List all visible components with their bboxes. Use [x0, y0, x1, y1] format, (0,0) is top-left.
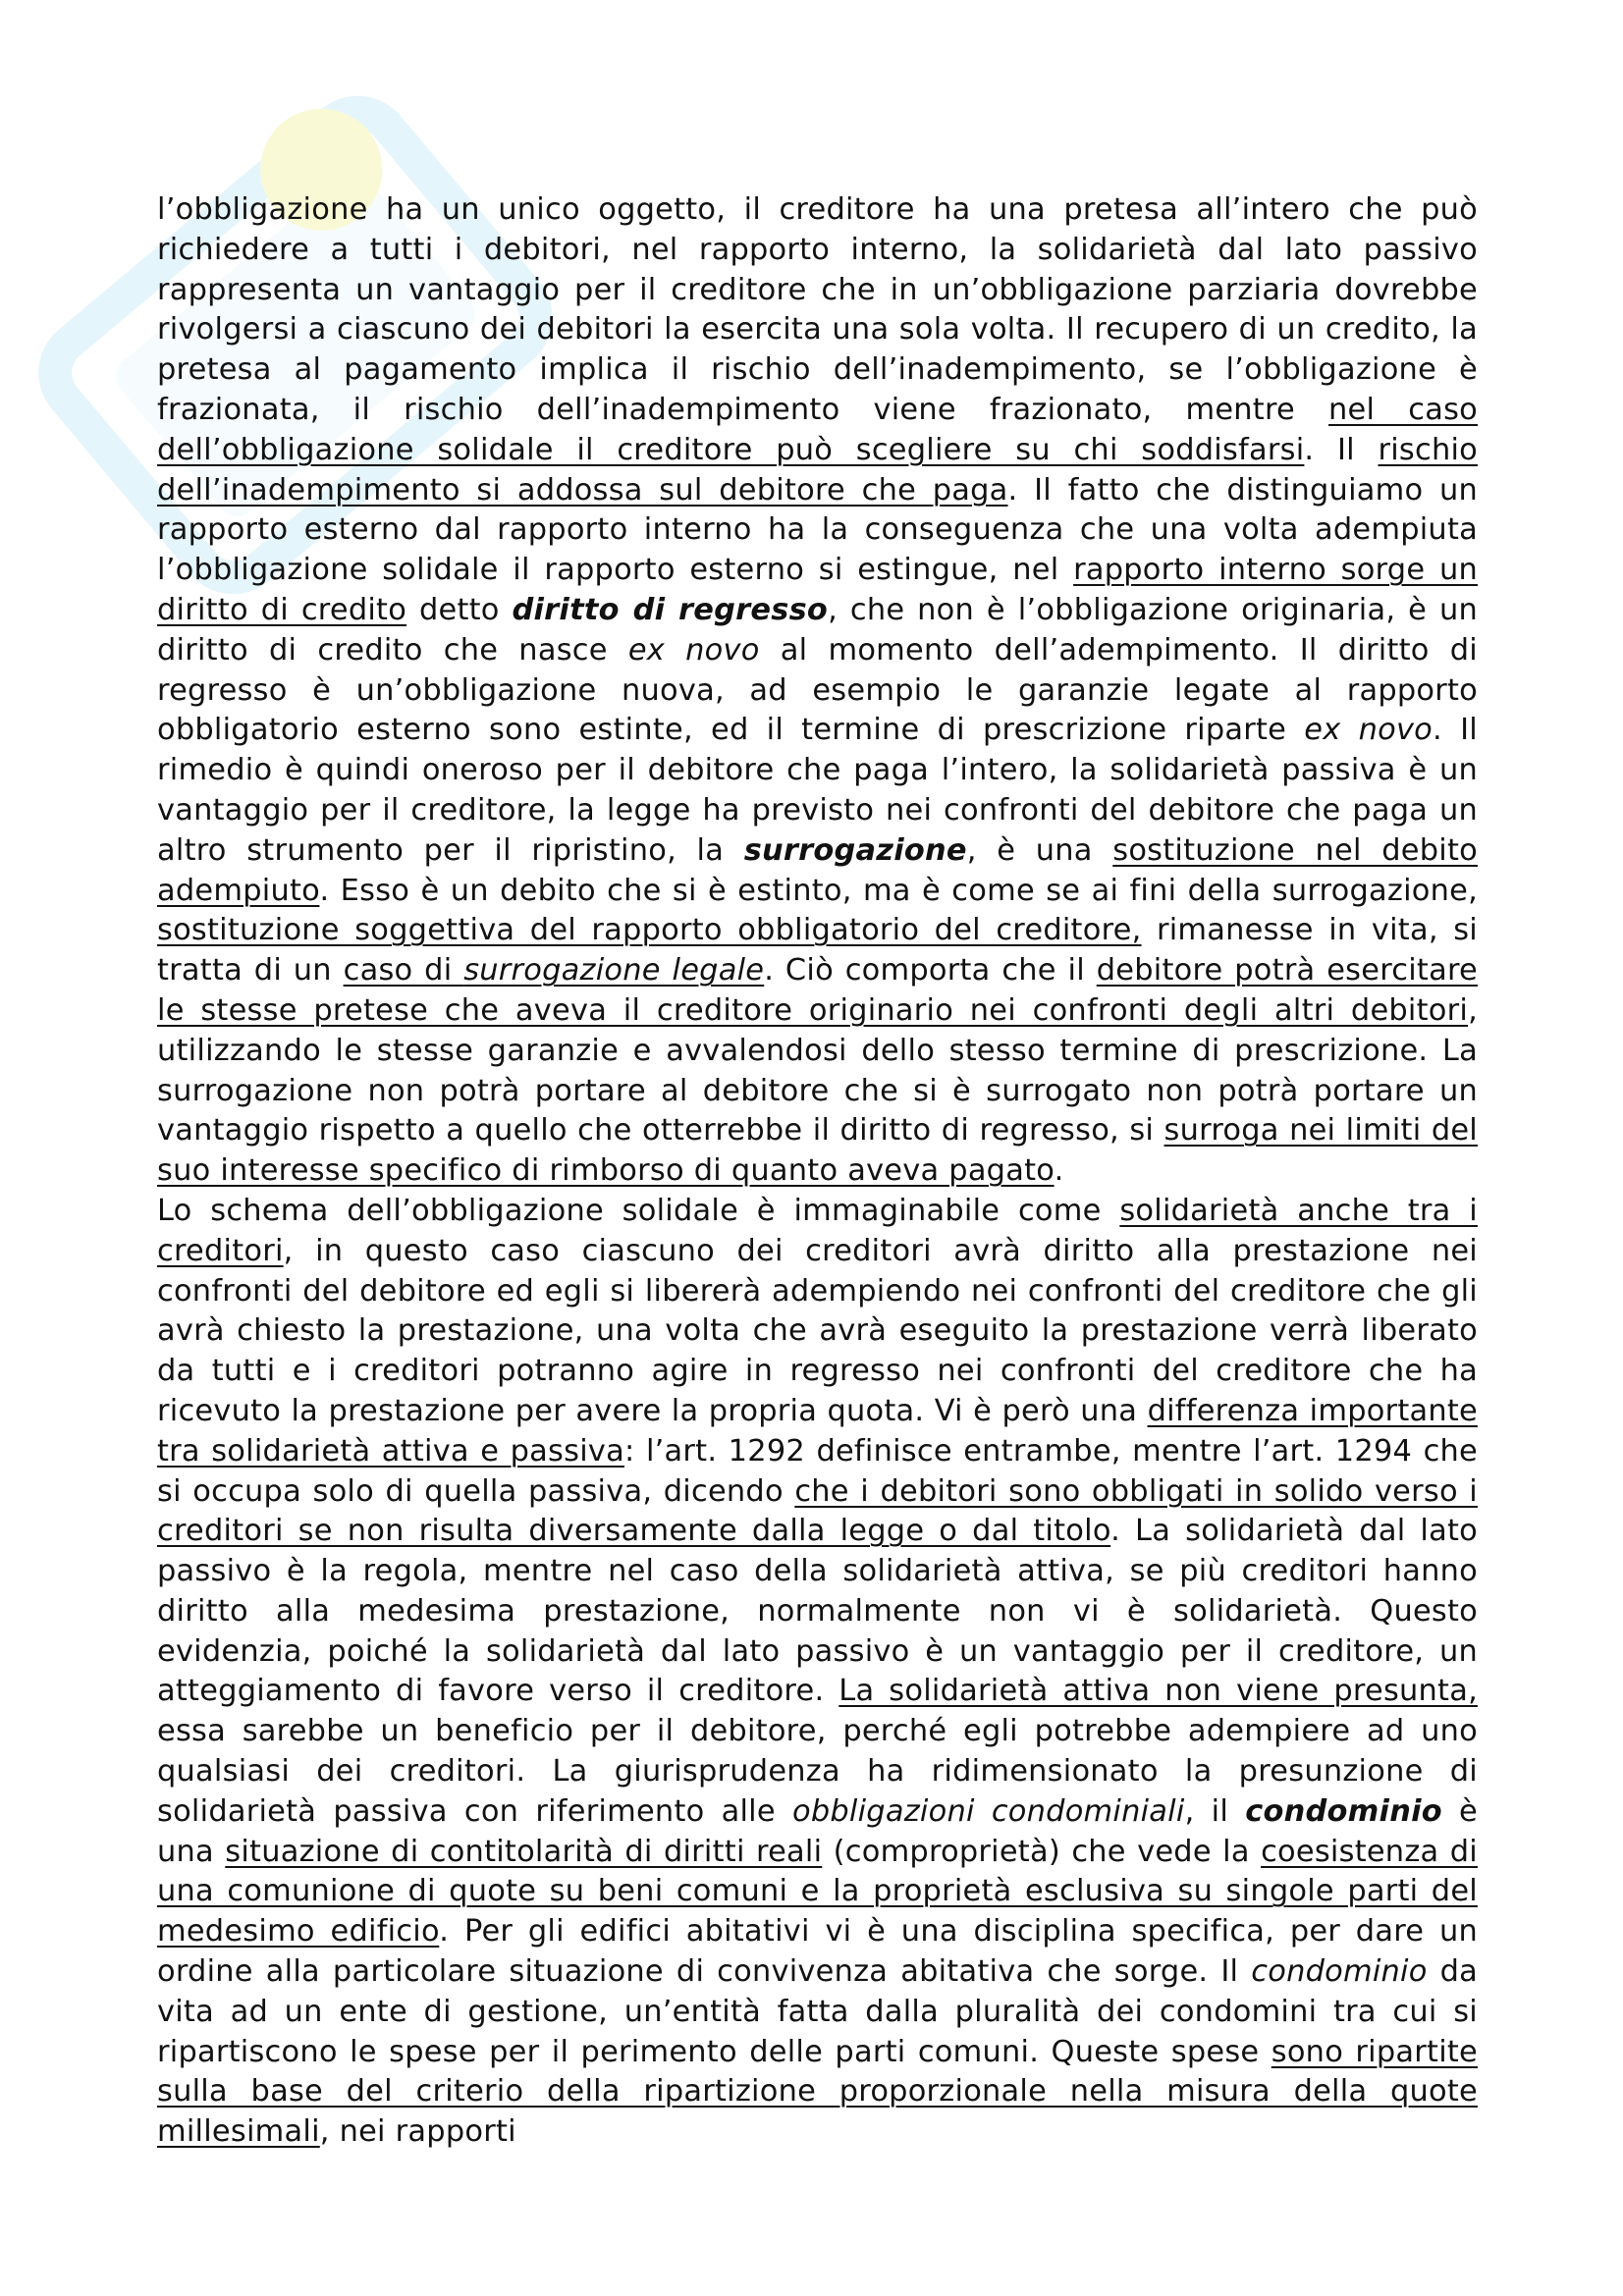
text-run: che i debitori sono obbligati in solido verso i creditori se non risulta diversamente dalla legge o dal titolo	[157, 1473, 1479, 1549]
text-run: coesistenza di una comunione di quote su beni comuni e la proprietà esclusiva su singole parti del medesimo edificio	[157, 1834, 1478, 1949]
text-run: condominio	[1245, 1793, 1442, 1829]
text-run: ex novo	[627, 632, 760, 667]
text-run: surroga nei limiti del suo interesse specifico di rimborso di quanto aveva pagato	[157, 1113, 1478, 1189]
text-run: detto	[406, 592, 513, 627]
text-run: è una	[157, 1793, 1479, 1869]
text-run: rimanesse in vita, si tratta di un	[157, 913, 1478, 988]
text-run: Lo schema dell’obbligazione solidale è immaginabile come	[157, 1193, 1120, 1228]
text-run: La solidarietà attiva non viene presunta,	[839, 1674, 1478, 1709]
paragraph	[157, 1192, 1478, 2153]
text-run: . Per gli edifici abitativi vi è una disciplina specifica, per dare un ordine alla particolare situazione di convivenza abitativa che sorge. Il	[157, 1914, 1478, 1990]
text-run: rapporto interno sorge un diritto di credito	[157, 553, 1479, 627]
text-run: caso di	[343, 953, 464, 988]
text-run: obbligazioni condominiali	[792, 1793, 1185, 1829]
text-run: . Il fatto che distinguiamo un rapporto esterno dal rapporto interno ha la conseguenza che una volta adempiuta l’obbligazione solidale il rapporto esterno si estingue, nel	[157, 472, 1478, 588]
text-run: sostituzione nel debito adempiuto	[157, 832, 1478, 908]
text-run: solidarietà anche tra i creditori	[157, 1193, 1478, 1268]
text-run: nel caso dell’obbligazione solidale il creditore può scegliere su chi soddisfarsi	[157, 392, 1478, 467]
text-run: essa sarebbe un beneficio per il debitore, perché egli potrebbe adempiere ad uno qualsiasi dei creditori. La giurisprudenza ha ridimensionato la presunzione di solidarietà passiva con riferimento alle	[157, 1714, 1478, 1829]
text-run: : l’art. 1292 definisce entrambe, mentre l’art. 1294 che si occupa solo di quella passiva, dicendo	[157, 1433, 1478, 1509]
text-run: surrogazione legale	[463, 953, 765, 988]
text-run: . La solidarietà dal lato passivo è la regola, mentre nel caso della solidarietà attiva, se più creditori hanno diritto alla medesima prestazione, normalmente non vi è solidarietà. Questo evidenzia, poiché la solidarietà dal lato passivo è un vantaggio per il creditore, un atteggiamento di favore verso il creditore.	[157, 1514, 1478, 1709]
text-run: . Esso è un debito che si è estinto, ma è come se ai fini della surrogazione,	[319, 873, 1478, 908]
text-run: , è una	[966, 832, 1113, 868]
text-run: (comproprietà) che vede la	[822, 1834, 1262, 1869]
text-run: . Ciò comporta che il	[764, 953, 1097, 988]
text-run: diritto di regresso	[512, 592, 829, 627]
text-run: , che non è l’obbligazione originaria, è un diritto di credito che nasce	[157, 592, 1478, 667]
text-run: situazione di contitolarità di diritti reali	[225, 1834, 823, 1869]
text-run: l’obbligazione ha un unico oggetto, il creditore ha una pretesa all’intero che può richiedere a tutti i debitori, nel rapporto interno, la solidarietà dal lato passivo rappresenta un vantaggio per il creditore che in un’obbligazione parziaria dovrebbe rivolgersi a ciascuno dei debitori la esercita una sola volta. Il recupero di un credito, la pretesa al pagamento implica il rischio dell’inadempimento, se l’obbligazione è frazionata, il rischio dell’inadempimento viene frazionato, mentre	[157, 192, 1478, 427]
text-run: , nei rapporti	[319, 2114, 516, 2150]
text-run: , in questo caso ciascuno dei creditori avrà diritto alla prestazione nei confronti del debitore ed egli si libererà adempiendo nei confronti del creditore che gli avrà chiesto la prestazione, una volta che avrà eseguito la prestazione verrà liberato da tutti e i creditori potranno agire in regresso nei confronti del creditore che ha ricevuto la prestazione per avere la propria quota. Vi è però una	[157, 1233, 1478, 1428]
text-run: da vita ad un ente di gestione, un’entità fatta dalla pluralità dei condomini tra cui si ripartiscono le spese per il perimento delle parti comuni. Queste spese	[157, 1954, 1478, 2069]
paragraph	[157, 190, 1478, 1192]
text-run: ex novo	[1304, 713, 1434, 748]
text-run: surrogazione	[743, 832, 967, 868]
text-run: , utilizzando le stesse garanzie e avvalendosi dello stesso termine di prescrizione. La surrogazione non potrà portare al debitore che si è surrogato non potrà portare un vantaggio rispetto a quello che otterrebbe il diritto di regresso, si	[157, 992, 1478, 1148]
text-run: , il	[1184, 1793, 1246, 1829]
document-body	[157, 190, 1478, 2153]
text-run: . Il rimedio è quindi oneroso per il debitore che paga l’intero, la solidarietà passiva è un vantaggio per il creditore, la legge ha previsto nei confronti del debitore che paga un altro strumento per il ripristino, la	[157, 713, 1478, 868]
text-run: debitore potrà esercitare le stesse pretese che aveva il creditore originario nei confronti degli altri debitori	[157, 953, 1478, 1028]
text-run: .	[1054, 1153, 1064, 1189]
text-run: rischio dell’inadempimento si addossa sul debitore che paga	[157, 432, 1479, 507]
text-run: sono ripartite sulla base del criterio della ripartizione proporzionale nella misura della quote millesimali	[157, 2034, 1478, 2150]
text-run: al momento dell’adempimento. Il diritto di regresso è un’obbligazione nuova, ad esempio le garanzie legate al rapporto obbligatorio esterno sono estinte, ed il termine di prescrizione riparte	[157, 632, 1478, 748]
text-run: . Il	[1304, 432, 1379, 467]
text-run: condominio	[1251, 1954, 1428, 1990]
text-run: differenza importante tra solidarietà attiva e passiva	[157, 1393, 1478, 1468]
text-run: sostituzione soggettiva del rapporto obbligatorio del creditore,	[157, 913, 1142, 948]
